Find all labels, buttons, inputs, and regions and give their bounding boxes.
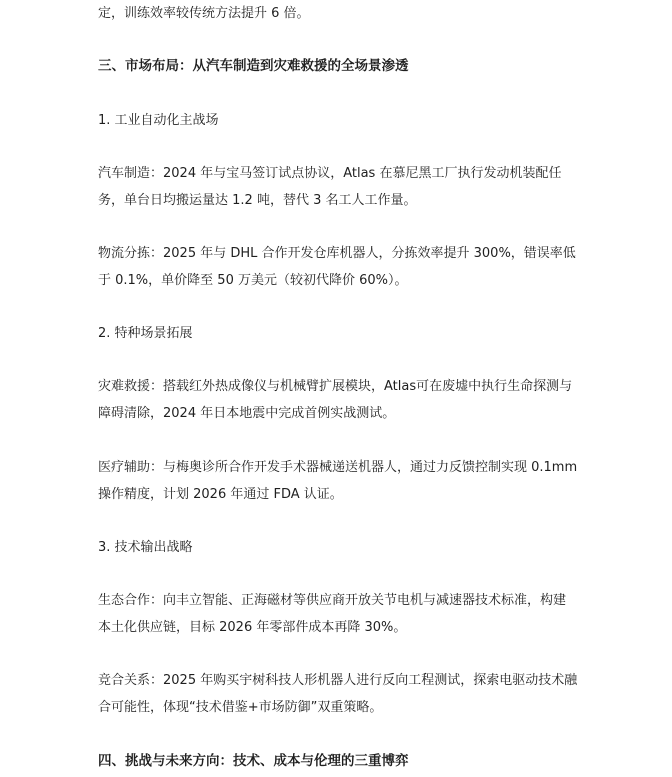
paragraph-auto-manufacturing: 汽车制造：2024 年与宝马签订试点协议，Atlas 在慕尼黑工厂执行发动机装配任务，单台日均搬运量达 1.2 吨，替代 3 名工人工作量。: [98, 166, 562, 208]
section-heading-challenges: 四、挑战与未来方向：技术、成本与伦理的三重博弈: [98, 753, 409, 769]
section-heading-market-layout: 三、市场布局：从汽车制造到灾难救援的全场景渗透: [98, 58, 409, 74]
paragraph-disaster-rescue: 灾难救援：搭载红外热成像仪与机械臂扩展模块，Atlas可在废墟中执行生命探测与障碍清除，2024 年日本地震中完成首例实战测试。: [98, 379, 573, 421]
subheading-tech-export: 3. 技术输出战略: [98, 540, 193, 555]
paragraph-ecosystem-cooperation: 生态合作：向丰立智能、正海磁材等供应商开放关节电机与减速器技术标准，构建本土化供应链，目标 2026 年零部件成本再降 30%。: [98, 593, 567, 635]
paragraph-training-efficiency: 定，训练效率较传统方法提升 6 倍。: [98, 6, 310, 21]
subheading-special-scenarios: 2. 特种场景拓展: [98, 326, 193, 341]
paragraph-competition-cooperation: 竞合关系：2025 年购买宇树科技人形机器人进行反向工程测试，探索电驱动技术融合可能性，体现“技术借鉴+市场防御”双重策略。: [98, 673, 578, 715]
paragraph-logistics-sorting: 物流分拣：2025 年与 DHL 合作开发仓库机器人，分拣效率提升 300%，错误率低于 0.1%，单价降至 50 万美元（较初代降价 60%）。: [98, 246, 576, 288]
subheading-industrial-automation: 1. 工业自动化主战场: [98, 113, 219, 128]
paragraph-medical-assist: 医疗辅助：与梅奥诊所合作开发手术器械递送机器人，通过力反馈控制实现 0.1mm 操作精度，计划 2026 年通过 FDA 认证。: [98, 460, 578, 502]
